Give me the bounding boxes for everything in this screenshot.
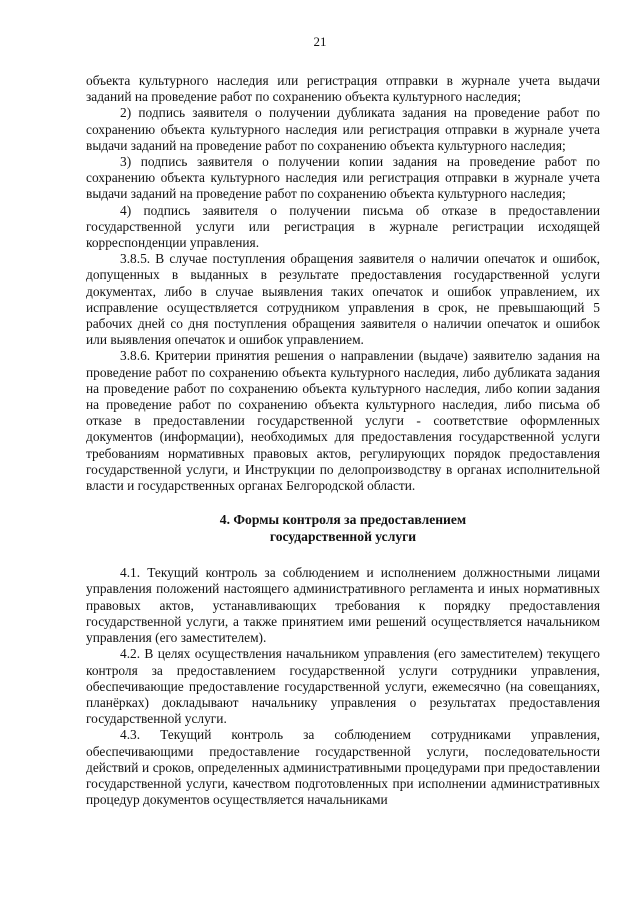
document-body: [86, 73, 600, 808]
spacer: [86, 494, 600, 512]
paragraph-item-4: 4) подпись заявителя о получении письма об отказе в предоставлении государственной услуги или регистрация в журнале регистрации исходящей корреспонденции управления.: [86, 202, 600, 251]
paragraph-continuation: объекта культурного наследия или регистрация отправки в журнале учета выдачи заданий на проведение работ по сохранению объекта культурного наследия;: [86, 73, 600, 105]
paragraph-3-8-6: 3.8.6. Критерии принятия решения о направлении (выдаче) заявителю задания на проведение работ по сохранению объекта культурного наследия, либо дубликата задания на проведение работ по сохранению объекта культурного наследия, либо копии задания на проведение работ по сохранению объекта культурного наследия, либо письма об отказе в предоставлении государственной услуги - соответствие оформленных документов (информации), необходимых для предоставления государственной услуги требованиям нормативных правовых актов, регулирующих порядок предоставления государственной услуги, и Инструкции по делопроизводству в органах исполнительной власти и государственных органах Белгородской области.: [86, 348, 600, 494]
paragraph-4-3: 4.3. Текущий контроль за соблюдением сотрудниками управления, обеспечивающими предоставление государственной услуги, последовательности действий и сроков, определенных административными процедурами при предоставлении государственной услуги, качеством подготовленных при исполнении административных процедур документов осуществляется начальниками: [86, 727, 600, 808]
page-number: 21: [313, 34, 327, 49]
section-heading-line-2: государственной услуги: [269, 528, 417, 544]
paragraph-item-3: 3) подпись заявителя о получении копии задания на проведение работ по сохранению объекта культурного наследия или регистрация отправки в журнале учета выдачи заданий на проведение работ по сохранению объекта культурного наследия;: [86, 154, 600, 202]
paragraph-4-1: 4.1. Текущий контроль за соблюдением и исполнением должностными лицами управления положений настоящего административного регламента и иных нормативных правовых актов, устанавливающих требования к порядку предоставления государственной услуги, а также принятием ими решений осуществляется начальником управления (его заместителем).: [86, 565, 600, 646]
paragraph-4-2: 4.2. В целях осуществления начальником управления (его заместителем) текущего контроля за предоставлением государственной услуги сотрудники управления, обеспечивающие предоставление государственной услуги, ежемесячно (на совещаниях, планёрках) докладывают начальнику управления о результатах предоставления государственной услуги.: [86, 646, 600, 727]
section-heading-line-1: 4. Формы контроля за предоставлением: [219, 512, 467, 528]
paragraph-item-2: 2) подпись заявителя о получении дубликата задания на проведение работ по сохранению объекта культурного наследия или регистрация отправки в журнале учета выдачи заданий на проведение работ по сохранению объекта культурного наследия;: [86, 105, 600, 153]
spacer: [86, 545, 600, 565]
paragraph-3-8-5: 3.8.5. В случае поступления обращения заявителя о наличии опечаток и ошибок, допущенных в выданных в результате предоставления государственной услуги документах, либо в случае выявления таких опечаток и ошибок управлением, их исправление осуществляется сотрудником управления в срок, не превышающий 5 рабочих дней со дня поступления обращения заявителя о наличии опечаток и ошибок или выявления опечаток и ошибок управлением.: [86, 251, 600, 348]
